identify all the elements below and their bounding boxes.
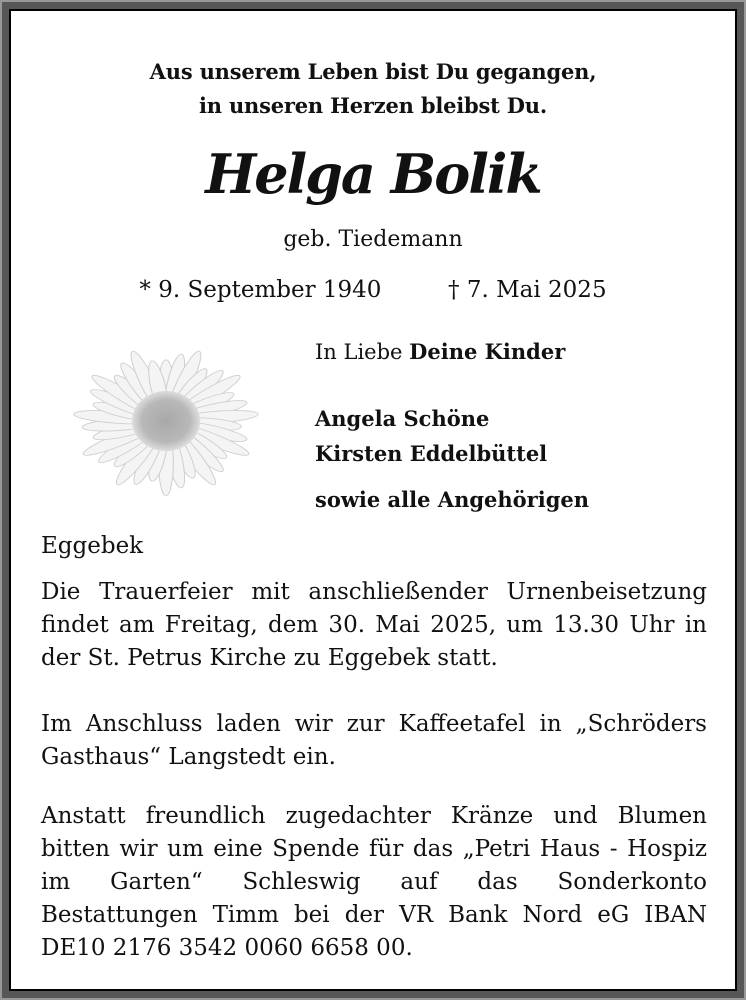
intro-text: In Liebe <box>315 340 403 364</box>
children-list <box>315 401 547 471</box>
paragraph-reception: Im Anschluss laden wir zur Kaffeetafel in „Schröders Gasthaus“ Langstedt ein. <box>41 711 707 770</box>
daisy-flower-icon <box>49 331 279 511</box>
border-line <box>9 9 737 991</box>
relatives: sowie alle Angehörigen <box>315 487 590 512</box>
birth-date: * 9. September 1940 <box>139 277 382 303</box>
child-name: Angela Schöne <box>315 406 490 431</box>
paragraph-service: Die Trauerfeier mit anschließender Urnenbeisetzung findet am Freitag, dem 30. Mai 2025, um 13.30 Uhr in der St. Petrus Kirche zu Eggebek statt. <box>41 579 707 671</box>
motto <box>11 55 735 123</box>
deceased-name: Helga Bolik <box>205 142 541 206</box>
child-name: Kirsten Eddelbüttel <box>315 441 548 466</box>
family-intro <box>315 339 565 364</box>
obituary-notice <box>11 11 735 989</box>
motto-line: in unseren Herzen bleibst Du. <box>199 93 547 118</box>
death-date: † 7. Mai 2025 <box>448 277 607 303</box>
place: Eggebek <box>41 533 144 559</box>
life-dates <box>11 277 735 303</box>
motto-line: Aus unserem Leben bist Du gegangen, <box>149 59 597 84</box>
paragraph-donation: Anstatt freundlich zugedachter Kränze und Blumen bitten wir um eine Spende für das „Petri Haus - Hospiz im Garten“ Schleswig auf das Sonderkonto Bestattungen Timm bei der VR Bank Nord eG IBAN DE10 2176 3542 0060 6658 00. <box>41 803 707 961</box>
birth-name: geb. Tiedemann <box>283 227 463 252</box>
border-frame <box>2 2 744 998</box>
intro-bold: Deine Kinder <box>409 339 566 364</box>
